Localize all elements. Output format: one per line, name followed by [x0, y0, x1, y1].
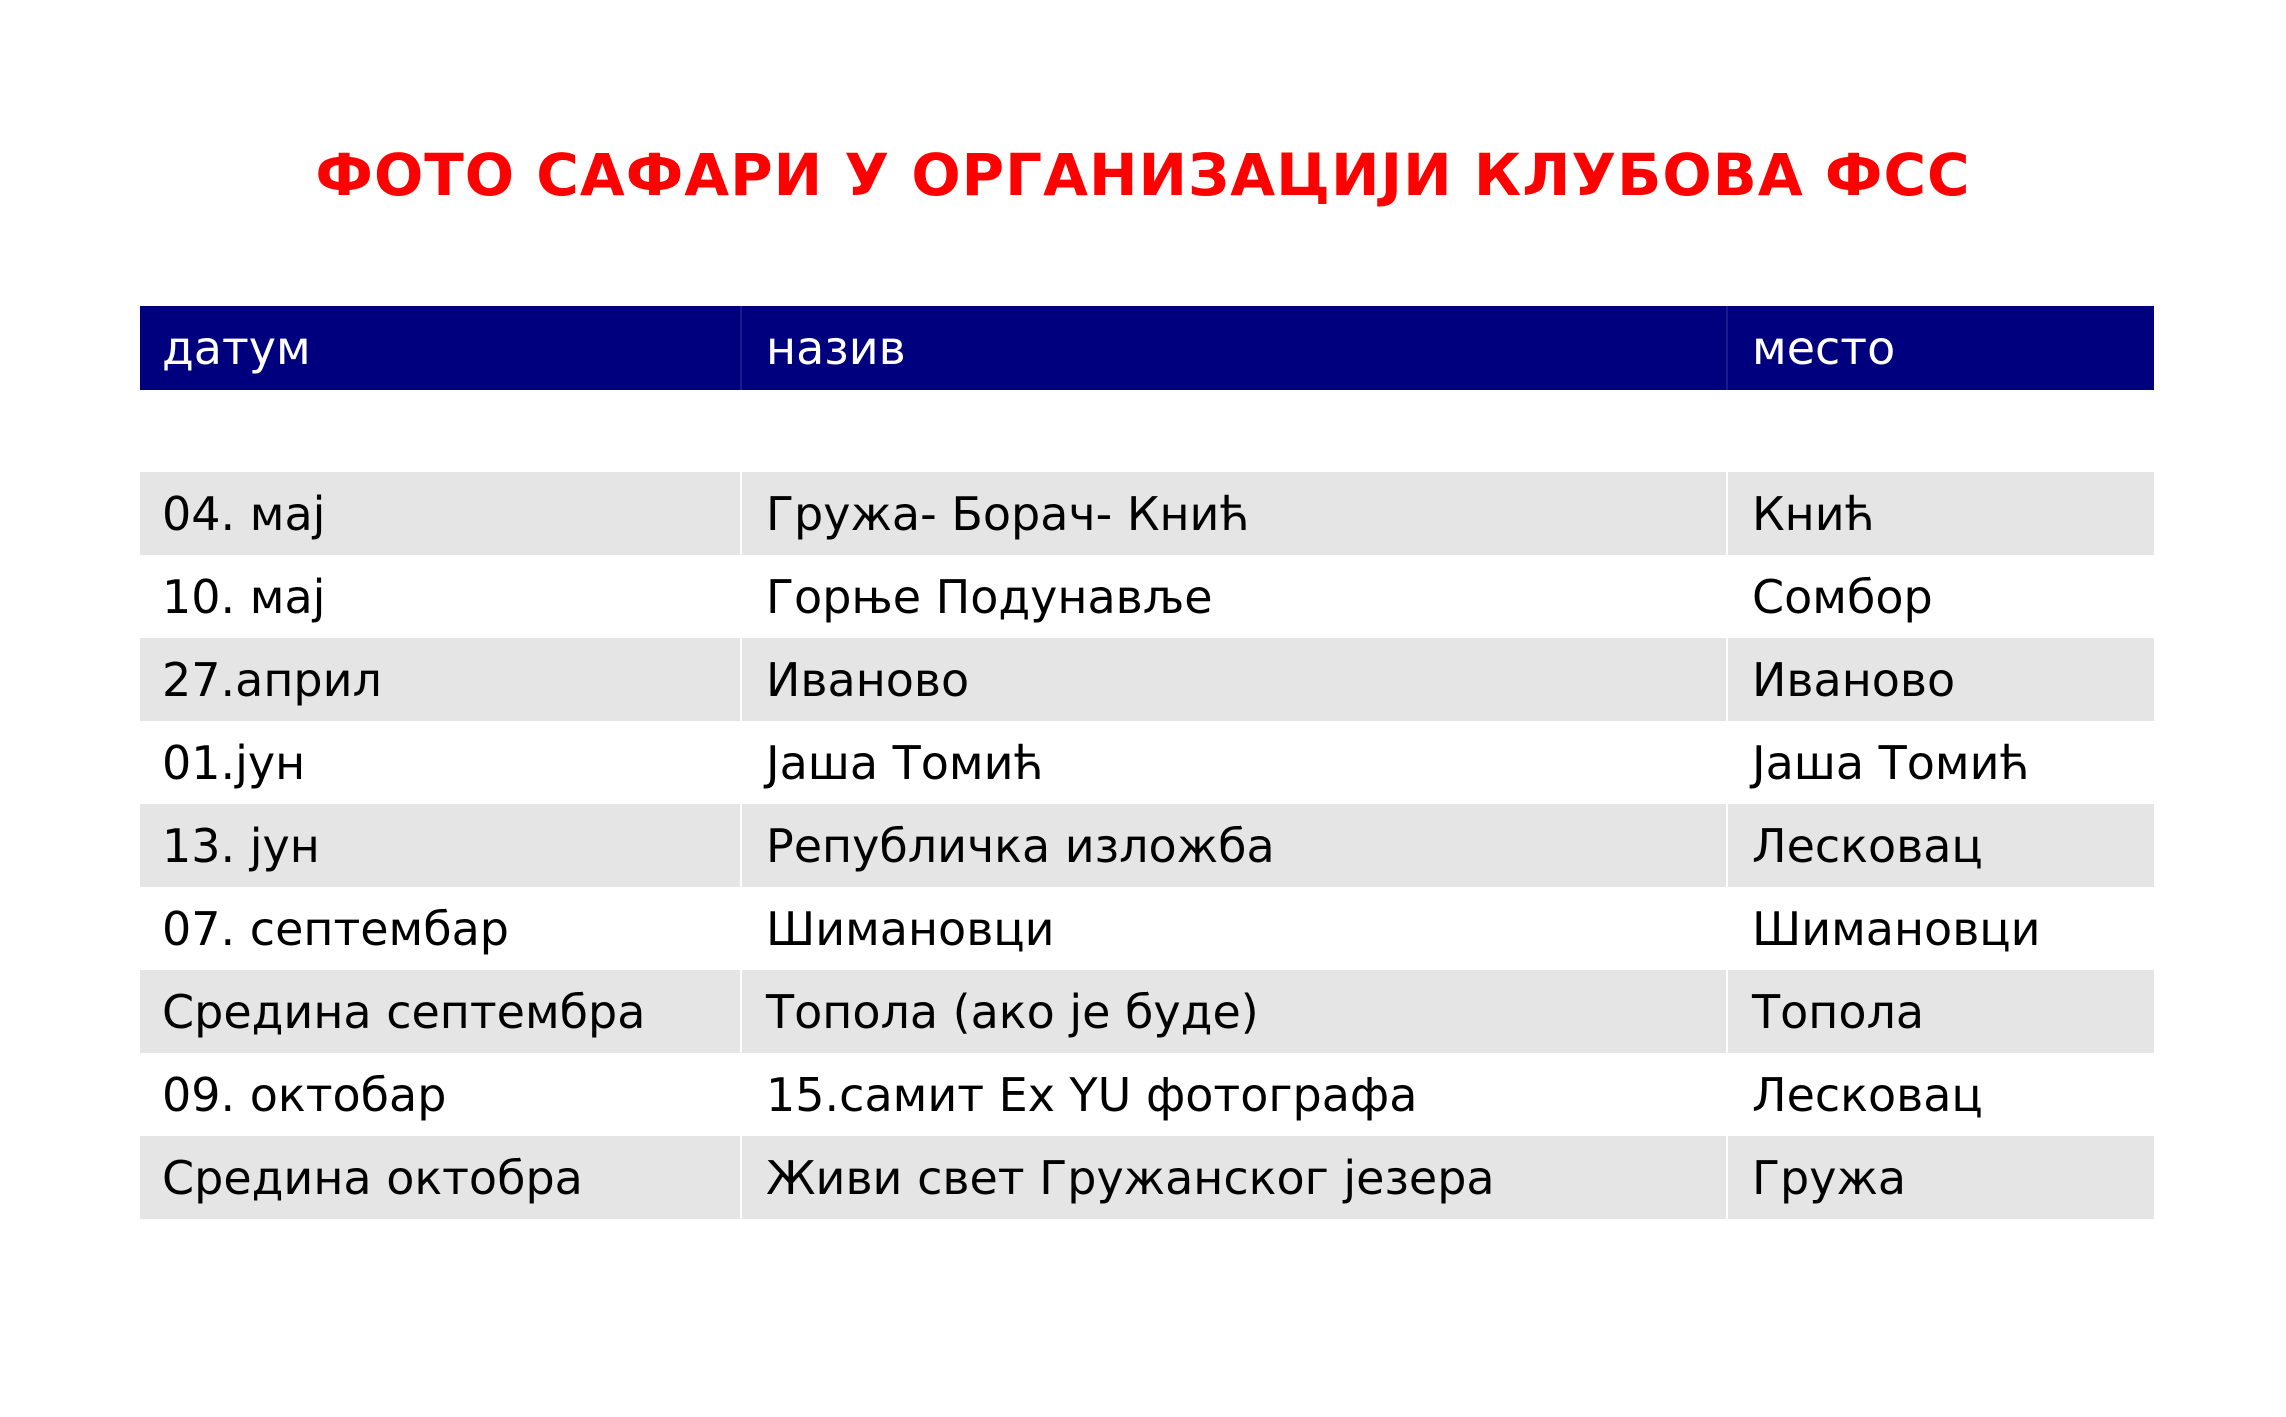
cell-place: Шимановци [1726, 887, 2154, 970]
cell-place: Топола [1726, 970, 2154, 1053]
cell-place: Сомбор [1726, 555, 2154, 638]
cell-date: 04. мај [162, 486, 326, 541]
cell-name: Републичка изложба [740, 804, 1726, 887]
cell-name: Гружа- Борач- Кнић [740, 472, 1726, 555]
cell-name: Топола (ако је буде) [740, 970, 1726, 1053]
cell-place: Иваново [1726, 638, 2154, 721]
table-spacer [140, 390, 2154, 472]
cell-name: Шимановци [740, 887, 1726, 970]
table-row [140, 1053, 2154, 1136]
table-row [140, 804, 2154, 887]
cell-date: Средина септембра [162, 984, 646, 1039]
cell-date: 07. септембар [162, 901, 509, 956]
table-row [140, 1136, 2154, 1219]
header-name: назив [740, 306, 1726, 390]
cell-name: 15.самит Ex YU фотографа [740, 1053, 1726, 1136]
cell-name: Горње Подунавље [740, 555, 1726, 638]
table-row [140, 887, 2154, 970]
cell-date: 13. јун [162, 818, 320, 873]
cell-place: Лесковац [1726, 804, 2154, 887]
table-row [140, 721, 2154, 804]
table-row [140, 970, 2154, 1053]
cell-name: Јаша Томић [740, 721, 1726, 804]
cell-place: Кнић [1726, 472, 2154, 555]
cell-name: Живи свет Гружанског језера [740, 1136, 1726, 1219]
table-row [140, 638, 2154, 721]
cell-name: Иваново [740, 638, 1726, 721]
cell-date: 09. октобар [162, 1067, 447, 1122]
cell-date: 01.јун [162, 735, 306, 790]
events-table [140, 306, 2154, 1219]
header-date: датум [162, 321, 311, 375]
cell-date: 27.април [162, 652, 382, 707]
cell-date: 10. мај [162, 569, 326, 624]
table-row [140, 555, 2154, 638]
page-title: ФОТО САФАРИ У ОРГАНИЗАЦИЈИ КЛУБОВА ФСС [315, 141, 1971, 209]
table-row [140, 472, 2154, 555]
cell-place: Лесковац [1726, 1053, 2154, 1136]
cell-date: Средина октобра [162, 1150, 583, 1205]
table-header [140, 306, 2154, 390]
cell-place: Гружа [1726, 1136, 2154, 1219]
cell-place: Јаша Томић [1726, 721, 2154, 804]
header-place: место [1726, 306, 2154, 390]
